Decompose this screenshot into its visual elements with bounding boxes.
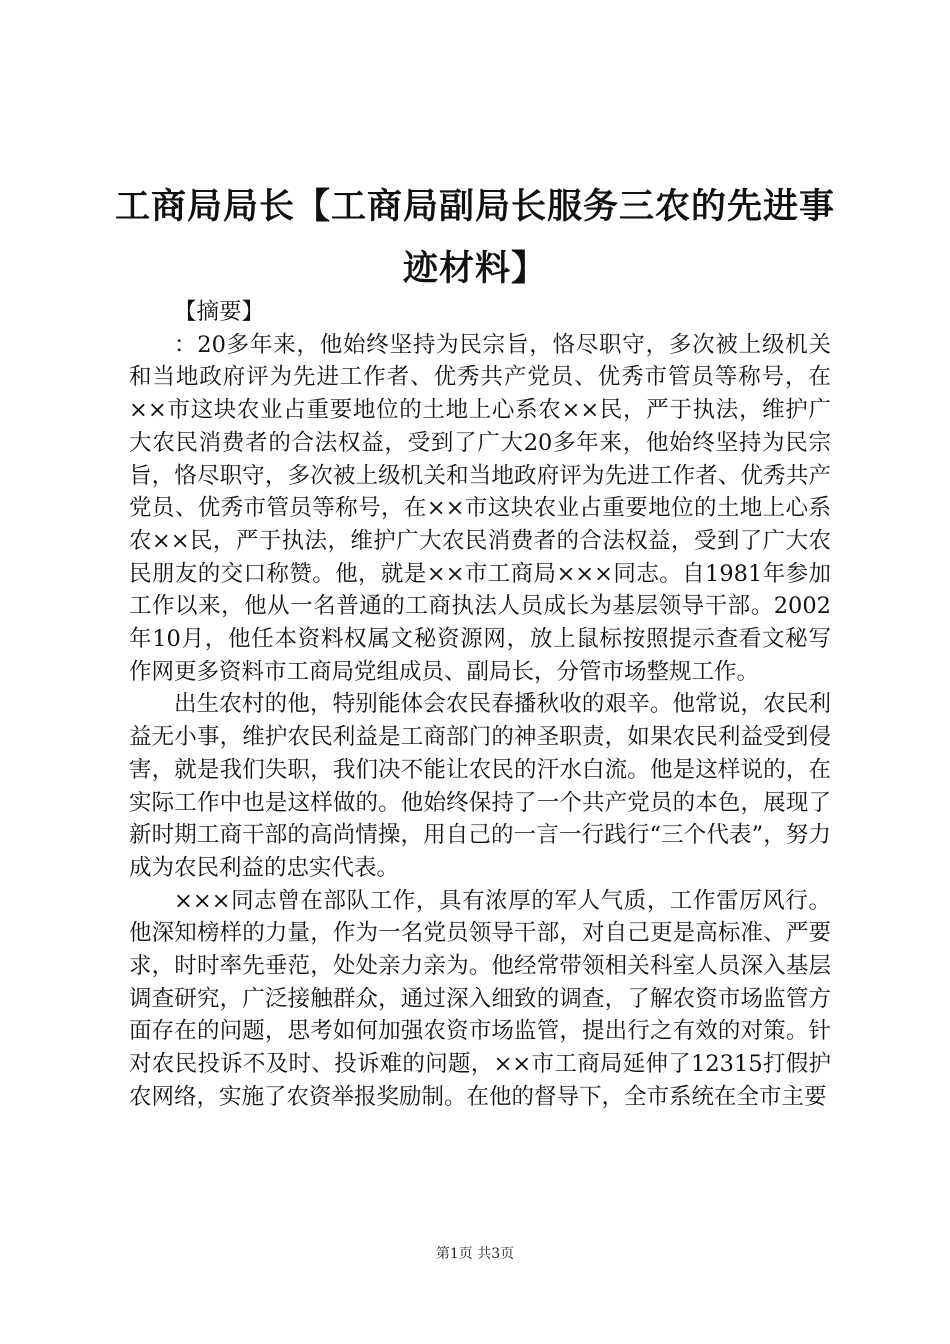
document-body bbox=[129, 296, 831, 1114]
document-title: 工商局局长【工商局副局长服务三农的先进事迹材料】 bbox=[114, 186, 835, 289]
paragraph-3: ×××同志曾在部队工作，具有浓厚的军人气质，工作雷厉风行。他深知榜样的力量，作为一名党员领导干部，对自己更是高标准、严要求，时时率先垂范，处处亲力亲为。他经常带领相关科室人员深入基层调查研究，广泛接触群众，通过深入细致的调查，了解农资市场监管方面存在的问题，思考如何加强农资市场监管，提出行之有效的对策。针对农民投诉不及时、投诉难的问题，××市工商局延伸了12315打假护农网络，实施了农资举报奖励制。在他的督导下，全市系统在全市主要 bbox=[129, 887, 831, 1110]
abstract-label: 【摘要】 bbox=[174, 299, 265, 325]
page-footer: 第1页 共3页 bbox=[435, 1246, 515, 1262]
paragraph-1: ：20多年来，他始终坚持为民宗旨，恪尽职守，多次被上级机关和当地政府评为先进工作者、优秀共产党员、优秀市管员等称号，在××市这块农业占重要地位的土地上心系农××民，严于执法，维护广大农民消费者的合法权益，受到了广大20多年来，他始终坚持为民宗旨，恪尽职守，多次被上级机关和当地政府评为先进工作者、优秀共产党员、优秀市管员等称号，在××市这块农业占重要地位的土地上心系农××民，严于执法，维护广大农民消费者的合法权益，受到了广大农民朋友的交口称赞。他，就是××市工商局×××同志。自1981年参加工作以来，他从一名普通的工商执法人员成长为基层领导干部。2002年10月，他任本资料权属文秘资源网，放上鼠标按照提示查看文秘写作网更多资料市工商局党组成员、副局长，分管市场整规工作。 bbox=[129, 331, 831, 685]
paragraph-2: 出生农村的他，特别能体会农民春播秋收的艰辛。他常说，农民利益无小事，维护农民利益是工商部门的神圣职责，如果农民利益受到侵害，就是我们失职，我们决不能让农民的汗水白流。他是这样说的，在实际工作中也是这样做的。他始终保持了一个共产党员的本色，展现了新时期工商干部的高尚情操，用自己的一言一行践行“三个代表”，努力成为农民利益的忠实代表。 bbox=[129, 691, 831, 881]
